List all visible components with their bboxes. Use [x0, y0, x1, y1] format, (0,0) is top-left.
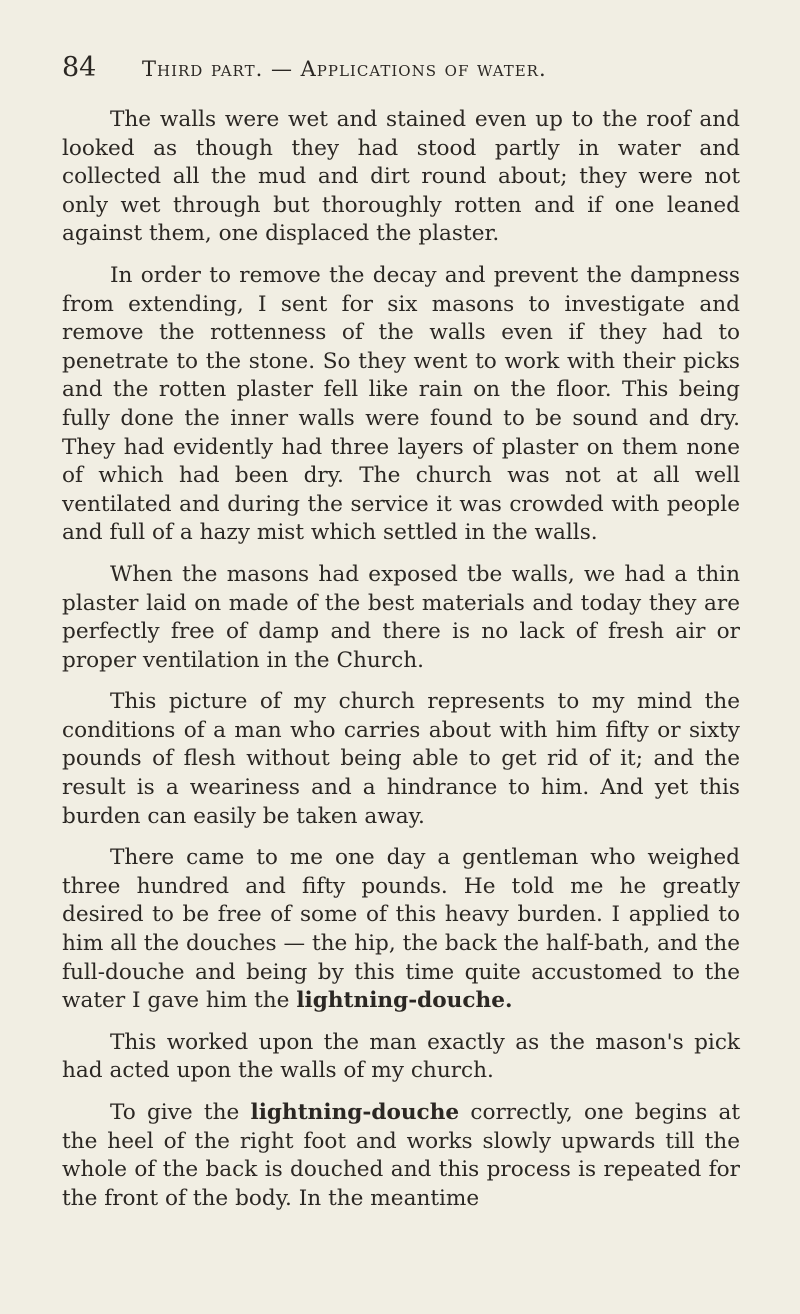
paragraph-4: This picture of my church represents to my mind the conditions of a man who carries about with him fifty or sixty pounds of flesh without being able to get rid of it; and the result is a weariness and a hindrance to him. And yet this burden can easily be taken away.: [62, 689, 740, 829]
page-number: 84: [62, 52, 97, 83]
paragraph-2: In order to remove the decay and prevent the dampness from extending, I sent for six masons to investigate and remove the rottenness of the walls even if they had to penetrate to the stone. So they went to work with their picks and the rotten plaster fell like rain on the floor. This being fully done the inner walls were found to be sound and dry. They had evidently had three layers of plaster on them none of which had been dry. The church was not at all well ventilated and during the service it was crowded with people and full of a hazy mist which settled in the walls.: [62, 262, 740, 546]
running-head-title: Third part. — Applications of water.: [142, 57, 547, 81]
paragraph-3: When the masons had exposed tbe walls, we had a thin plaster laid on made of the best materials and today they are perfectly free of damp and there is no lack of fresh air or proper ventilation in the Church.: [62, 561, 740, 673]
running-head: [62, 52, 744, 86]
paragraph-7-text: correctly, one begins at the heel of the right foot and works slowly upwards till the whole of the back is douched and this process is repeated for the front of the body. In the meantime: [62, 1100, 741, 1211]
paragraph-7: [62, 1099, 740, 1213]
lightning-douche-term-2: lightning-douche: [250, 1100, 460, 1125]
paragraph-5: [62, 844, 740, 1016]
paragraph-7-lead: To give the: [110, 1100, 251, 1125]
paragraph-5-text: There came to me one day a gentleman who weighed three hundred and fifty pounds. He told me he greatly desired to be free of some of this heavy burden. I applied to him all the douches — the hip, the back the half-bath, and the full-douche and being by this time quite accustomed to the water I gave him the: [62, 845, 740, 1014]
paragraph-6: This worked upon the man exactly as the mason's pick had acted upon the walls of my church.: [62, 1029, 740, 1084]
lightning-douche-term: lightning-douche.: [296, 988, 513, 1014]
body-text: [62, 106, 744, 1213]
paragraph-1: The walls were wet and stained even up to the roof and looked as though they had stood partly in water and collected all the mud and dirt round about; they were not only wet through but thoroughly rotten and if one leaned against them, one displaced the plaster.: [62, 107, 740, 247]
